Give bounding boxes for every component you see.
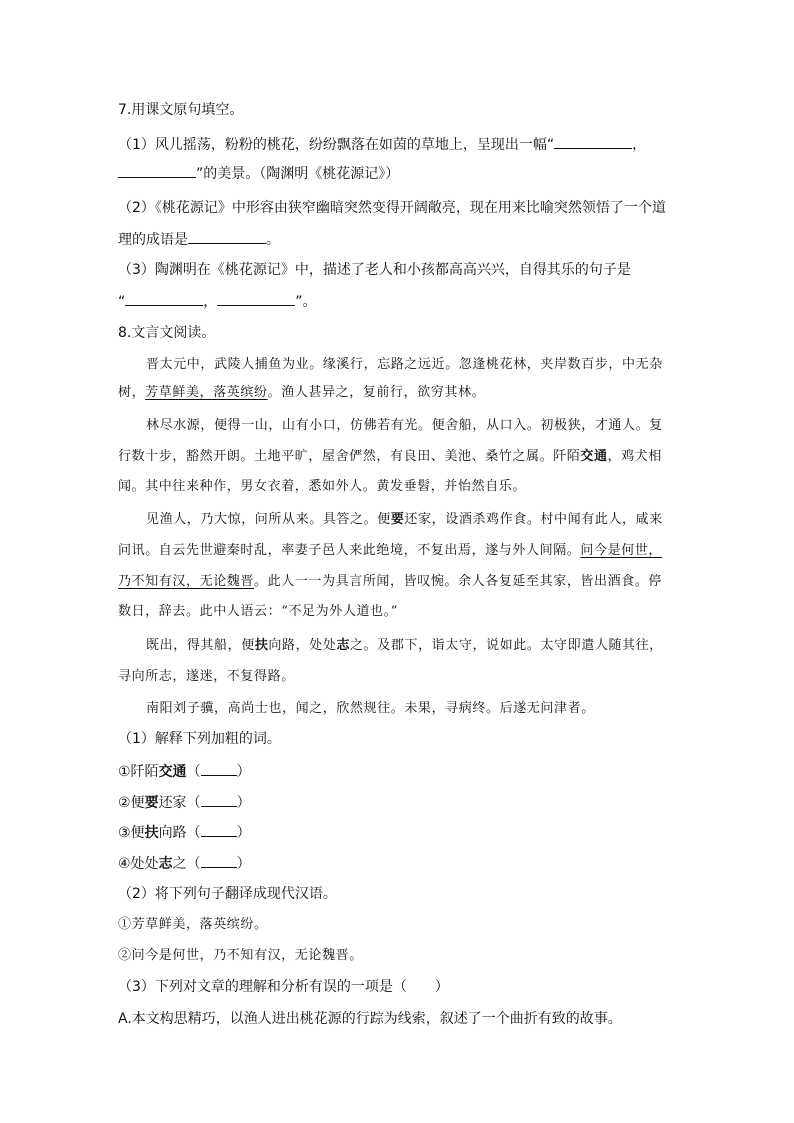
passage-text: ，鸡犬相 [607, 449, 663, 464]
item-text: ③便 [118, 825, 145, 841]
underlined-sentence: 问今是何世， [580, 543, 663, 558]
bold-word: 交通 [580, 449, 608, 464]
word-item-1 [118, 761, 251, 782]
open-quote: “ [118, 294, 126, 310]
q8-title [118, 323, 215, 343]
sub3-title [118, 977, 449, 997]
q8-title-text: 8.文言文阅读。 [118, 325, 216, 341]
q7-p2-text2: 理的成语是 [118, 232, 188, 248]
passage-p1-l1 [146, 355, 663, 375]
word-item-2 [118, 792, 251, 813]
item-text: ①芳草鲜美，落英缤纷。 [118, 917, 268, 932]
passage-text: 寻向所志，遂迷，不复得路。 [118, 669, 295, 684]
passage-p2-l2 [118, 447, 662, 467]
item-text: 还家 [158, 795, 187, 811]
bold-word: 扶 [254, 638, 269, 653]
answer-blank[interactable] [188, 229, 266, 244]
sub-question-text: （3）下列对文章的理解和分析有误的一项是（ ） [118, 979, 449, 995]
passage-p4-l2 [118, 667, 295, 687]
passage-p4-l1 [146, 636, 663, 656]
passage-text: 林尽水源，便得一山，山有小口，仿佛若有光。便舍船，从口入。初极狭，才通人。复 [146, 418, 663, 433]
bold-word: 志 [336, 638, 351, 653]
bold-word: 志 [158, 856, 173, 872]
q7-p2-text: （2）《桃花源记》中形容由狭窄幽暗突然变得开阔敞亮，现在用来比喻突然领悟了一个道 [118, 200, 666, 216]
passage-p3-l1 [146, 510, 663, 530]
passage-text: 晋太元中，武陵人捕鱼为业。缘溪行，忘路之远近。忽逢桃花林，夹岸数百步，中无杂 [146, 357, 663, 372]
paren: （ [186, 764, 201, 780]
item-text: ④处处 [118, 856, 159, 872]
item-text: 之 [172, 856, 187, 872]
item-text: ①阡陌 [118, 764, 159, 780]
underlined-sentence: 芳草鲜美，落英缤纷 [145, 385, 268, 400]
sub-question-text: （1）解释下列加粗的词。 [118, 731, 281, 747]
passage-p1-l2 [118, 383, 485, 403]
option-a [118, 1009, 622, 1029]
sub1-title [118, 729, 281, 749]
sub2-title [118, 884, 337, 904]
answer-blank[interactable] [125, 291, 203, 306]
paren: ） [236, 764, 251, 780]
answer-blank[interactable] [201, 853, 237, 868]
bold-word: 要 [390, 512, 405, 527]
option-text: A.本文构思精巧，以渔人进出桃花源的行踪为线索，叙述了一个曲折有致的故事。 [118, 1011, 622, 1027]
passage-text: 还家，设酒杀鸡作食。村中闻有此人，咸来 [404, 512, 663, 527]
sub-question-text: （2）将下列句子翻译成现代汉语。 [118, 886, 337, 902]
paren: ） [236, 825, 251, 841]
q7-p3-text: （3）陶渊明在《桃花源记》中，描述了老人和小孩都高高兴兴，自得其乐的句子是 [118, 262, 631, 278]
q7-p3-line2 [118, 291, 317, 312]
q7-p2-line2 [118, 229, 280, 250]
comma: ， [203, 294, 218, 310]
passage-p3-l3 [118, 572, 662, 592]
item-text: ②问今是何世，乃不知有汉，无论魏晋。 [118, 948, 363, 963]
q7-p3-line1 [118, 260, 631, 280]
passage-text: 行数十步，豁然开朗。土地平旷，屋舍俨然，有良田、美池、桑竹之属。阡陌 [118, 449, 581, 464]
answer-blank[interactable] [118, 163, 196, 178]
word-item-3 [118, 822, 251, 843]
item-text: ②便 [118, 795, 145, 811]
passage-p3-l2 [118, 541, 662, 561]
passage-p2-l3 [118, 477, 526, 497]
answer-blank[interactable] [217, 291, 295, 306]
answer-blank[interactable] [201, 761, 237, 776]
translate-item-1 [118, 915, 268, 935]
passage-text: 闻。其中往来种作，男女衣着，悉如外人。黄发垂髫，并怡然自乐。 [118, 479, 527, 494]
word-item-4 [118, 853, 251, 874]
bold-word: 扶 [144, 825, 159, 841]
passage-p3-l4 [118, 602, 398, 622]
q7-p1-line1 [118, 134, 646, 155]
passage-text: 南阳刘子骥，高尚士也，闻之，欣然规往。未果，寻病终。后遂无问津者。 [146, 701, 595, 716]
answer-blank[interactable] [201, 822, 237, 837]
q7-p1-tail: ”的美景。（陶渊明《桃花源记》） [196, 166, 400, 182]
paren: ） [236, 856, 251, 872]
passage-text: 问讯。自云先世避秦时乱，率妻子邑人来此绝境，不复出焉，遂与外人间隔。 [118, 543, 581, 558]
q7-p1-comma: ， [632, 137, 647, 153]
answer-blank[interactable] [554, 134, 632, 149]
passage-p2-l1 [146, 416, 663, 436]
passage-text: 向路，处处 [268, 638, 337, 653]
passage-text: 既出，得其船，便 [146, 638, 255, 653]
underlined-sentence: 乃不知有汉，无论魏晋 [118, 574, 255, 589]
bold-word: 要 [144, 795, 159, 811]
passage-p5-l1 [146, 699, 595, 719]
q7-title [118, 100, 243, 120]
passage-text: 树， [118, 385, 146, 400]
paren: （ [186, 795, 201, 811]
item-text: 向路 [158, 825, 187, 841]
paren: （ [186, 825, 201, 841]
answer-blank[interactable] [201, 792, 237, 807]
passage-text: 。渔人甚异之，复前行，欲穷其林。 [267, 385, 486, 400]
q7-title-text: 7.用课文原句填空。 [118, 102, 244, 118]
passage-text: 之。及郡下，诣太守，说如此。太守即遣人随其往， [350, 638, 663, 653]
q7-p2-period: 。 [266, 232, 280, 248]
passage-text: 数日，辞去。此中人语云：“不足为外人道也。” [118, 604, 398, 619]
q7-p1-text: （1）风儿摇荡，粉粉的桃花，纷纷飘落在如茵的草地上，呈现出一幅“ [118, 137, 555, 153]
passage-text: 见渔人，乃大惊，问所从来。具答之。便 [146, 512, 391, 527]
paren: （ [186, 856, 201, 872]
q7-p2-line1 [118, 198, 666, 218]
q7-p1-line2 [118, 163, 399, 184]
translate-item-2 [118, 946, 363, 966]
close-quote: ”。 [295, 294, 317, 310]
passage-text: 。此人一一为具言所闻，皆叹惋。余人各复延至其家，皆出酒食。停 [254, 574, 663, 589]
paren: ） [236, 795, 251, 811]
bold-word: 交通 [158, 764, 187, 780]
